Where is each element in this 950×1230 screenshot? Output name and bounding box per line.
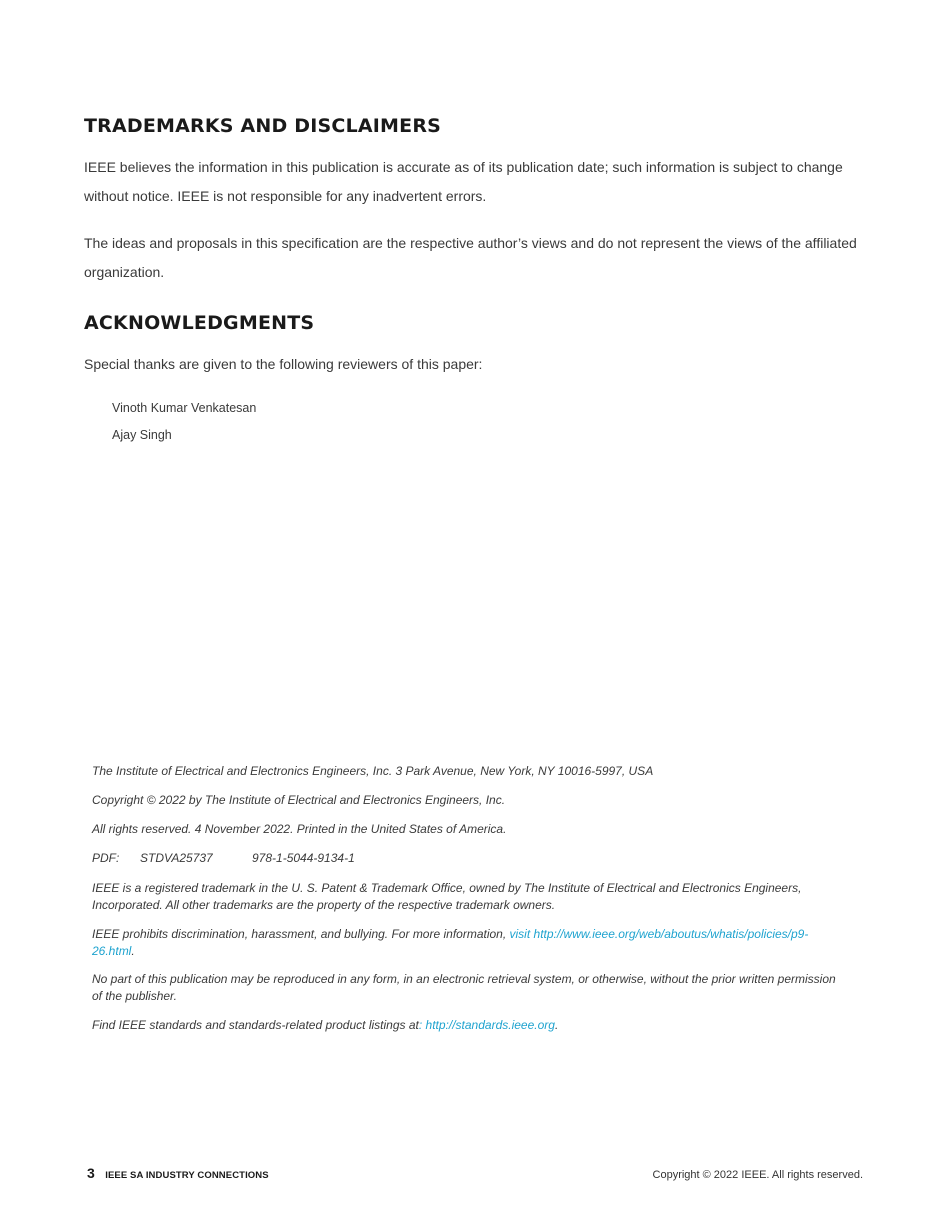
pdf-label: PDF: [92,851,120,865]
copyright-line: Copyright © 2022 by The Institute of Electrical and Electronics Engineers, Inc. [92,793,506,807]
publisher-address: The Institute of Electrical and Electronics Engineers, Inc. 3 Park Avenue, New York, NY 10016-5997, USA [92,764,654,778]
standards-link[interactable]: : http://standards.ieee.org [418,1018,555,1032]
policy-link[interactable]: visit http://www.ieee.org/web/aboutus/whatis/policies/p9-26.html [92,927,809,958]
publication-name: IEEE SA INDUSTRY CONNECTIONS [105,1170,269,1181]
standards-text: Find IEEE standards and standards-related product listings at [92,1018,419,1032]
reviewer-name: Vinoth Kumar Venkatesan [112,401,257,415]
policy-text: IEEE prohibits discrimination, harassment, and bullying. For more information, [92,927,510,941]
acknowledgments-heading: ACKNOWLEDGMENTS [84,312,315,334]
reproduction-notice: No part of this publication may be reproduced in any form, in an electronic retrieval system, or otherwise, without the prior written permission of the publisher. [92,972,836,1003]
pdf-info [92,850,837,867]
rights-line: All rights reserved. 4 November 2022. Printed in the United States of America. [92,822,507,836]
standards-end: . [554,1018,559,1032]
isbn: 978-1-5044-9134-1 [252,851,355,865]
reviewer-name: Ajay Singh [112,428,172,442]
footer-copyright: Copyright © 2022 IEEE. All rights reserved. [652,1169,863,1181]
views-disclaimer: The ideas and proposals in this specification are the respective author’s views and do not represent the views of the affiliated organization. [84,235,857,280]
pdf-id: STDVA25737 [140,851,213,865]
footer-left [87,1165,269,1183]
trademark-notice: IEEE is a registered trademark in the U. S. Patent & Trademark Office, owned by The Institute of Electrical and Electronics Engineers, Incorporated. All other trademarks are the property of the respective trademark owners. [92,881,802,912]
policy-notice [92,926,837,959]
accuracy-disclaimer: IEEE believes the information in this publication is accurate as of its publication date; such information is subject to change without notice. IEEE is not responsible for any inadvertent errors. [84,159,843,204]
policy-end: . [131,943,135,958]
page-number: 3 [87,1165,95,1181]
trademarks-heading: TRADEMARKS AND DISCLAIMERS [84,115,442,137]
standards-listing [92,1017,837,1034]
acknowledgments-intro: Special thanks are given to the following reviewers of this paper: [84,356,483,372]
